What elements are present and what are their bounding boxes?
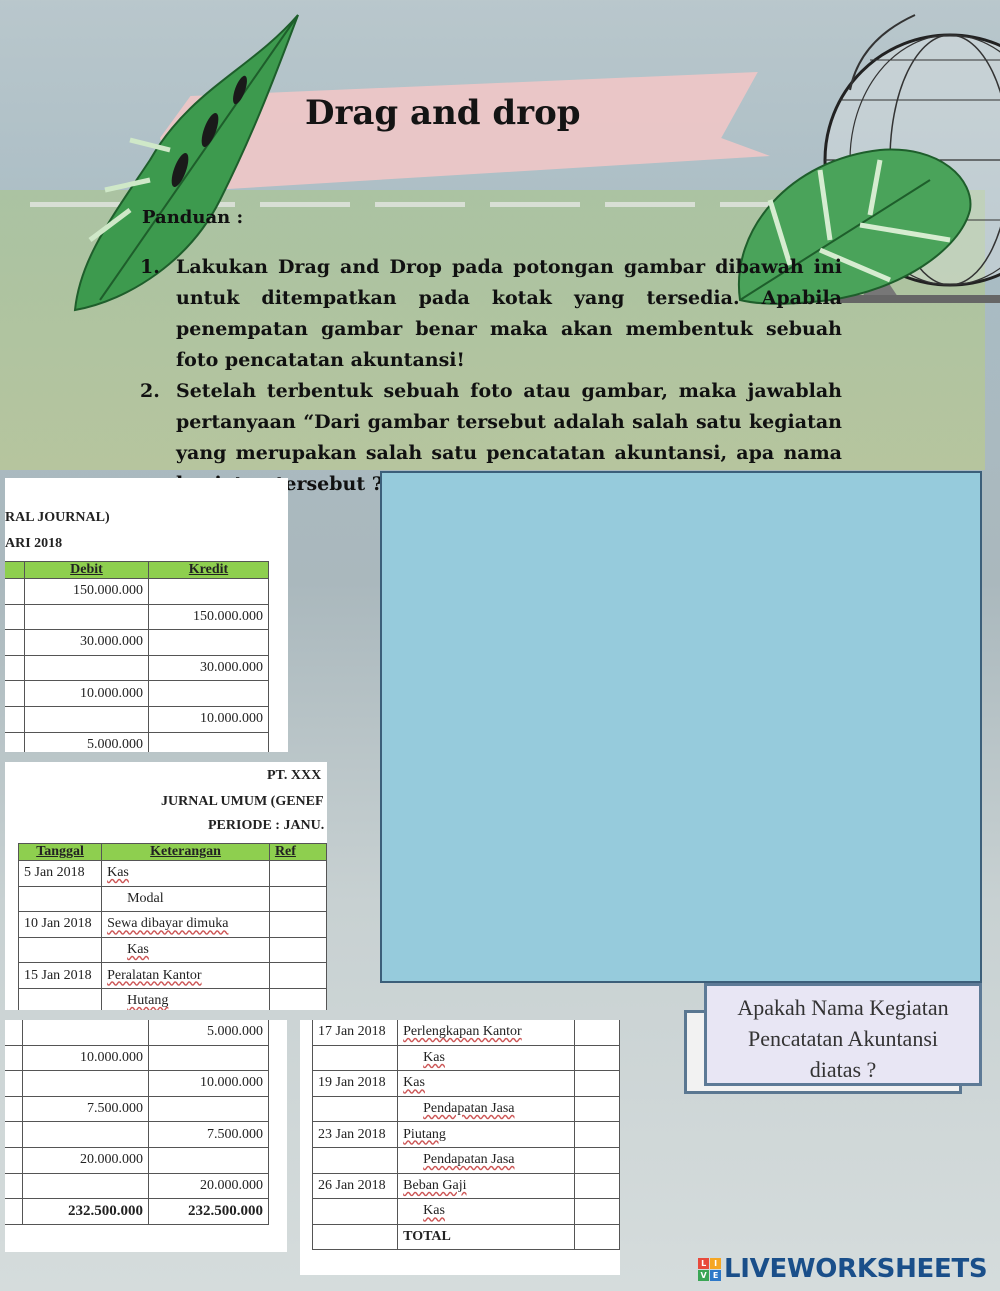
puzzle-piece-2[interactable] [5,762,327,1010]
table-row [19,886,327,912]
kredit-cell [149,1045,269,1071]
kredit-cell [149,630,269,656]
table-row [313,1071,620,1097]
table-row [5,1045,269,1071]
date-cell [313,1096,398,1122]
question-line: diatas ? [809,1057,877,1082]
instruction-item [140,252,842,376]
account-cell: Piutang [398,1122,574,1148]
date-cell: 23 Jan 2018 [313,1122,398,1148]
column-header-tanggal: Tanggal [19,844,102,861]
date-cell: 10 Jan 2018 [19,912,102,938]
table-row [19,937,327,963]
column-header-debit: Debit [25,562,149,579]
account-cell: Modal [102,886,270,912]
account-cell: Pendapatan Jasa [398,1147,574,1173]
date-cell: 17 Jan 2018 [313,1020,398,1045]
journal-table [5,1020,269,1225]
debit-cell: 10.000.000 [23,1045,149,1071]
table-row [5,706,269,732]
page-title: Drag and drop [305,93,581,133]
date-cell [19,886,102,912]
account-cell: Kas [398,1045,574,1071]
date-cell: 26 Jan 2018 [313,1173,398,1199]
account-cell: Pendapatan Jasa [398,1096,574,1122]
instruction-list [140,252,842,500]
kredit-cell: 10.000.000 [149,706,269,732]
date-cell [313,1147,398,1173]
date-cell [313,1045,398,1071]
date-cell [19,988,102,1010]
kredit-cell: 7.500.000 [149,1122,269,1148]
question-line: Pencatatan Akuntansi [747,1026,938,1051]
table-row [313,1020,620,1045]
account-cell: Perlengkapan Kantor [398,1020,574,1045]
table-row [5,604,269,630]
kredit-cell: 150.000.000 [149,604,269,630]
date-cell: 15 Jan 2018 [19,963,102,989]
table-row [5,655,269,681]
debit-cell: 20.000.000 [23,1147,149,1173]
debit-cell: 7.500.000 [23,1096,149,1122]
table-row [5,1071,269,1097]
kredit-cell [149,1147,269,1173]
table-row [313,1045,620,1071]
total-row [313,1224,620,1250]
debit-cell [25,655,149,681]
puzzle-piece-4[interactable] [300,1020,620,1275]
kredit-cell [149,681,269,707]
drop-zone[interactable] [380,471,982,983]
debit-cell [23,1071,149,1097]
table-row [5,1096,269,1122]
instruction-text: Setelah terbentuk sebuah foto atau gambar, maka jawablah pertanyaan “Dari gambar tersebut adalah salah satu kegiatan yang merupakan salah satu pencatatan akuntansi, apa nama tersebut ? [176,380,842,495]
table-row [5,732,269,752]
debit-cell [23,1122,149,1148]
question-box [704,983,982,1086]
date-cell: 5 Jan 2018 [19,861,102,887]
instruction-number: 2. [140,380,160,402]
puzzle-piece-1[interactable] [5,478,288,752]
kredit-cell: 20.000.000 [149,1173,269,1199]
account-cell: Kas [398,1199,574,1225]
company-name: PT. XXX [267,768,322,783]
table-row [19,861,327,887]
debit-cell: 30.000.000 [25,630,149,656]
table-row [313,1199,620,1225]
instruction-number: 1. [140,256,160,278]
table-row [5,1020,269,1045]
table-row [313,1147,620,1173]
question-line: Apakah Nama Kegiatan [737,995,949,1020]
table-row [5,681,269,707]
liveworksheets-logo [698,1254,987,1284]
kredit-cell: 10.000.000 [149,1071,269,1097]
instruction-text: Lakukan Drag and Drop pada potongan gambar dibawah ini untuk ditempatkan pada kotak yang tersedia. Apabila penempatan gambar benar maka akan membentuk sebuah foto pencatatan akuntansi! [176,256,842,371]
account-cell: Hutang [102,988,270,1010]
table-row [19,963,327,989]
date-cell [313,1199,398,1225]
column-header-kredit: Kredit [149,562,269,579]
date-cell [19,937,102,963]
account-cell: Kas [102,861,270,887]
journal-table [18,843,327,1010]
debit-cell: 5.000.000 [25,732,149,752]
debit-cell [25,706,149,732]
debit-cell [23,1173,149,1199]
debit-cell [23,1020,149,1045]
column-header-keterangan: Keterangan [102,844,270,861]
debit-cell: 150.000.000 [25,579,149,605]
kredit-cell [149,1096,269,1122]
journal-title: JURNAL UMUM (GENEF [161,794,324,809]
account-cell: Beban Gaji [398,1173,574,1199]
guide-heading: Panduan : [142,207,244,228]
total-label: TOTAL [398,1224,574,1250]
table-row [313,1122,620,1148]
debit-cell: 10.000.000 [25,681,149,707]
account-cell: Kas [398,1071,574,1097]
kredit-cell [149,579,269,605]
total-kredit: 232.500.000 [149,1199,269,1225]
account-cell: Peralatan Kantor [102,963,270,989]
journal-period: PERIODE : JANU. [208,818,325,833]
total-row [5,1199,269,1225]
table-row [5,1173,269,1199]
piece-heading: RAL JOURNAL) [5,510,110,525]
piece-heading: ARI 2018 [5,536,63,551]
debit-cell [25,604,149,630]
account-cell: Kas [102,937,270,963]
journal-table [5,561,269,752]
table-row [313,1173,620,1199]
kredit-cell: 30.000.000 [149,655,269,681]
logo-grid-icon: L I V E [698,1258,721,1281]
table-row [19,912,327,938]
date-cell: 19 Jan 2018 [313,1071,398,1097]
table-row [19,988,327,1010]
kredit-cell: 5.000.000 [149,1020,269,1045]
table-row [313,1096,620,1122]
table-row [5,1147,269,1173]
brand-name: LIVEWORKSHEETS [724,1254,988,1284]
journal-table [312,1020,620,1250]
table-row [5,630,269,656]
column-header-ref: Ref [269,844,326,861]
table-row [5,1122,269,1148]
kredit-cell [149,732,269,752]
table-row [5,579,269,605]
total-debit: 232.500.000 [23,1199,149,1225]
account-cell: Sewa dibayar dimuka [102,912,270,938]
puzzle-piece-3[interactable] [5,1020,287,1252]
